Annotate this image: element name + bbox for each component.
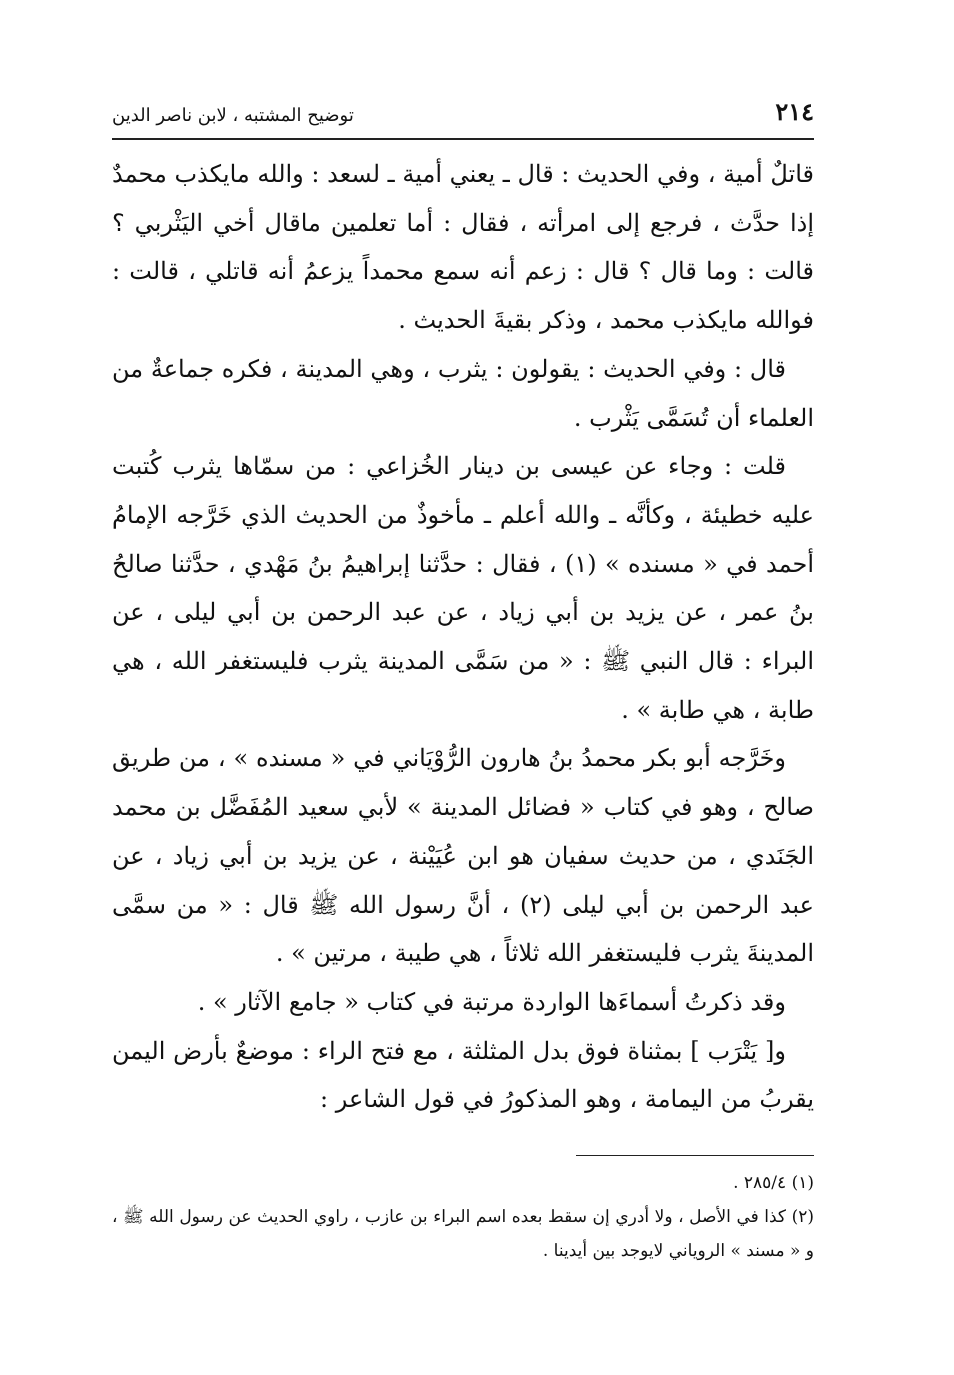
footnote: (٢) كذا في الأصل ، ولا أدري إن سقط بعده اسم البراء بن عازب ، راوي الحديث عن رسول الله ﷺ ، و « مسند » الروياني لايوجد بين أيدينا .	[112, 1207, 814, 1261]
footnote-rule	[576, 1155, 814, 1156]
paragraph: قاتلٌ أمية ، وفي الحديث : قال ـ يعني أمية ـ لسعد : والله مايكذب محمدٌ إذا حدَّث ، فرجع إلى امرأته ، فقال : أما تعلمين ماقال أخي اليَثْربي ؟ قالت : وما قال ؟ قال : زعم أنه سمع محمداً يزعمُ أنه قاتلي ، قالت : فوالله مايكذب محمد ، وذكر بقيةَ الحديث .	[112, 160, 814, 335]
main-text	[112, 150, 814, 1150]
footnote: (١) ٢٨٥/٤ .	[733, 1173, 814, 1193]
paragraph: وقد ذكرتُ أسماءَها الواردة مرتبة في كتاب « جامع الآثار » .	[197, 987, 786, 1016]
header-rule	[112, 138, 814, 140]
running-title: توضيح المشتبه ، لابن ناصر الدين	[112, 105, 354, 126]
paragraph: قلت : وجاء عن عيسى بن دينار الخُزاعي : من سمّاها يثرب كُتبت عليه خطيئة ، وكأنَّه ـ والله أعلم ـ مأخوذٌ من الحديث الذي خَرَّجه الإمامُ أحمد في « مسنده » (١) ، فقال : حدَّثنا إبراهيمُ بنُ مَهْدي ، حدَّثنا صالحُ بنُ عمر ، عن يزيد بن أبي زياد ، عن عبد الرحمن بن أبي ليلى ، عن البراء : قال النبي ﷺ : « من سَمَّى المدينة يثرب فليستغفر الله ، هي طابة ، هي طابة » .	[112, 452, 814, 724]
page-number: ٢١٤	[775, 97, 814, 126]
paragraph: قال : وفي الحديث : يقولون : يثرب ، وهي المدينة ، فكره جماعةٌ من العلماء أن تُسَمَّى يَثْرب .	[112, 354, 814, 432]
paragraph: و[ يَتْرَب ] بمثناة فوق بدل المثلثة ، مع فتح الراء : موضعٌ بأرض اليمن يقربُ من اليمامة ، وهو المذكورُ في قول الشاعر :	[112, 1036, 814, 1114]
footnotes	[112, 1166, 814, 1268]
paragraph: وخَرَّجه أبو بكر محمدُ بنُ هارون الرُّوْيَاني في « مسنده » ، من طريق صالح ، وهو في كتاب « فضائل المدينة » لأبي سعيد المُفَضَّل بن محمد الجَنَدي ، من حديث سفيان هو ابن عُيَيْنة ، عن يزيد بن أبي زياد ، عن عبد الرحمن بن أبي ليلى (٢) ، أنَّ رسول الله ﷺ قال : « من سمَّى المدينةَ يثرب فليستغفر الله ثلاثاً ، هي طيبة ، مرتين » .	[112, 744, 815, 968]
running-header	[112, 92, 814, 126]
